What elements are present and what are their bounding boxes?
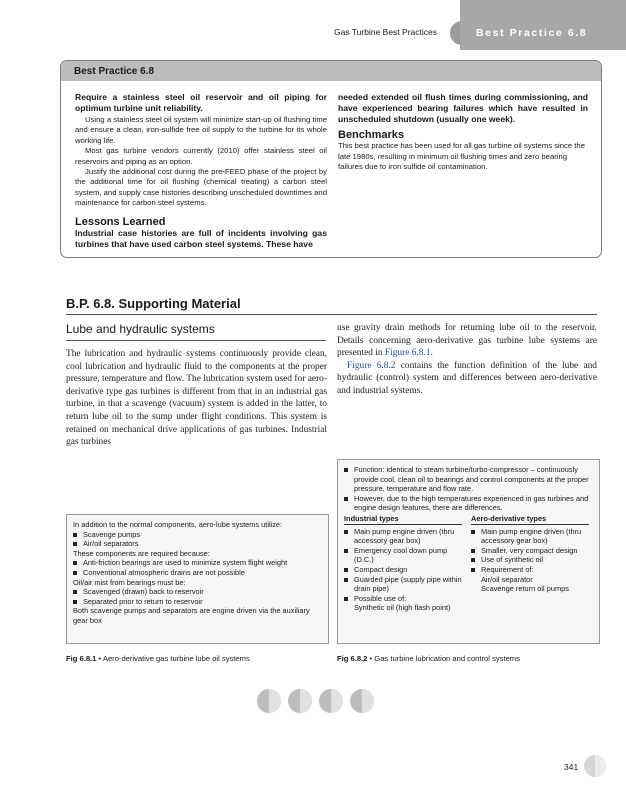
best-practice-box (60, 60, 602, 258)
caption-number: Fig 6.8.2 (337, 654, 368, 663)
fig2-aero-column (471, 514, 589, 613)
body-paragraph: The lubrication and hydraulic systems continuously provide clean, cool lubrication and hydraulic fluid to the components at the proper pressure, temperature and flow. The lubrication system used for aero-derivative type gas turbines is different from that in an industrial gas turbine, in that a scavenge (vacuum) system is added in the latter, to return lube oil to the sump under flight conditions. This system is retained on mechanical drive applications of gas turbines. Industrial gas turbines (66, 349, 327, 448)
fig1-line: These components are required because: (73, 548, 210, 558)
caption-text: Aero-derivative gas turbine lube oil systems (102, 654, 250, 663)
best-practice-paragraph: Justify the additional cost during the pre-FEED phase of the project by the additional time for oil flushing (chemical treating) a carbon steel system, and supply case histories describing unscheduled downtimes and maintenance for carbon steel systems. (75, 167, 327, 208)
page-number: 341 (564, 762, 579, 772)
fig1-bullet: Scavenged (drawn) back to reservoir (73, 587, 323, 597)
fig2-aero-heading: Aero-derivative types (471, 514, 589, 525)
section-heading: B.P. 6.8. Supporting Material (66, 296, 241, 311)
caption-number: Fig 6.8.1 (66, 654, 97, 663)
section-divider (66, 314, 597, 315)
fig2-industrial-item: Compact design (344, 565, 462, 575)
body-text: contains the function definition of the lube and hydraulic (control) system and differences between aero-derivative and industrial systems. (337, 360, 597, 396)
fig1-line: Both scavenge pumps and separators are engine driven via the auxiliary gear box (73, 606, 310, 625)
caption-bullet-icon: • (369, 654, 375, 663)
fig2-aero-item: Scavenge return oil pumps (481, 584, 569, 594)
best-practice-lead: Require a stainless steel oil reservoir and oil piping for optimum turbine unit reliability. (75, 92, 327, 113)
fig1-bullet: Separated prior to return to reservoir (73, 597, 323, 607)
benchmarks-heading: Benchmarks (338, 129, 405, 141)
fig2-industrial-item: Synthetic oil (high flash point) (354, 603, 451, 613)
subsection-divider (66, 340, 326, 341)
fig2-aero-item: Main pump engine driven (thru accessory gear box) (471, 527, 589, 546)
best-practice-paragraph: Using a stainless steel oil system will minimize start-up oil flushing time and ensure a clean, iron-sulfide free oil supply to the turbine for its whole working life. (75, 115, 327, 145)
figure-6-8-2 (337, 459, 600, 644)
fig2-industrial-column (344, 514, 462, 613)
fig2-industrial-item: Main pump engine driven (thru accessory gear box) (344, 527, 462, 546)
body-left-column (66, 348, 327, 449)
body-text: use gravity drain methods for returning lube oil to the reservoir. Details concerning aero-derivative gas turbine lube systems are presented in (337, 323, 597, 359)
best-practice-left-column (75, 92, 327, 251)
best-practice-title: Best Practice 6.8 (74, 66, 155, 77)
fig1-bullet: Air/oil separators (73, 539, 323, 549)
figure-6-8-1 (66, 514, 329, 644)
caption-text: Gas turbine lubrication and control systems (374, 654, 520, 663)
fig2-aero-item: Use of synthetic oil (471, 555, 589, 565)
decorative-circles-icon (256, 688, 376, 714)
fig2-industrial-heading: Industrial types (344, 514, 462, 525)
header-tab-label: Best Practice 6.8 (476, 27, 588, 39)
fig2-bullet: Function: identical to steam turbine/turbo-compressor – continuously provide cool, clean oil to bearings and control components at the proper pressure, temperature and flow rate. (344, 465, 596, 494)
best-practice-title-bar (61, 61, 601, 81)
figure-link[interactable]: Figure 6.8.2 (347, 360, 396, 371)
best-practice-right-column (338, 92, 588, 173)
running-header: Gas Turbine Best Practices (334, 27, 437, 37)
body-paragraph (337, 360, 597, 398)
figure-caption (337, 654, 520, 663)
fig2-bullet: However, due to the high temperatures experienced in gas turbines and engine design features, there are differences. (344, 494, 596, 513)
fig1-line: In addition to the normal components, aero-lube systems utilize: (73, 520, 283, 529)
body-paragraph (337, 322, 597, 360)
lessons-learned-heading: Lessons Learned (75, 215, 166, 228)
header-tab (460, 0, 626, 50)
fig2-industrial-item: Emergency cool down pump (D.C.) (344, 546, 462, 565)
fig1-bullet: Anti-friction bearings are used to minimize system flight weight (73, 558, 323, 568)
fig1-line: Oil/air mist from bearings must be: (73, 577, 186, 587)
fig2-aero-item: Air/oil separator (481, 574, 533, 584)
fig2-aero-item: Smaller, very compact design (471, 546, 589, 556)
fig1-bullet: Scavenge pumps (73, 530, 323, 540)
body-text: . (430, 348, 433, 359)
figure-caption (66, 654, 250, 663)
fig2-industrial-item: Guarded pipe (supply pipe within drain pipe) (344, 575, 462, 594)
fig2-aero-item: Requirement of: (471, 565, 589, 575)
benchmarks-text: This best practice has been used for all gas turbine oil systems since the late 1980s, resulting in minimum oil flushing times and zero bearing failures due to iron sulfide oil contamination. (338, 141, 585, 172)
best-practice-paragraph: Most gas turbine vendors currently (2010) offer stainless steel oil reservoirs and piping as an option. (75, 146, 327, 166)
page-number-circle-icon (583, 754, 607, 778)
body-right-column (337, 322, 597, 398)
figure-link[interactable]: Figure 6.8.1 (384, 348, 431, 359)
subsection-heading: Lube and hydraulic systems (66, 322, 215, 336)
lessons-learned-text: Industrial case histories are full of incidents involving gas turbines that have used carbon steel systems. These have (75, 228, 327, 250)
lessons-learned-continued: needed extended oil flush times during commissioning, and have experienced bearing failures which have resulted in unscheduled shutdown (usually one week). (338, 92, 588, 124)
fig1-bullet: Conventional atmospheric drains are not possible (73, 568, 323, 578)
caption-bullet-icon: • (98, 654, 103, 663)
fig2-industrial-item: Possible use of: (344, 594, 462, 604)
